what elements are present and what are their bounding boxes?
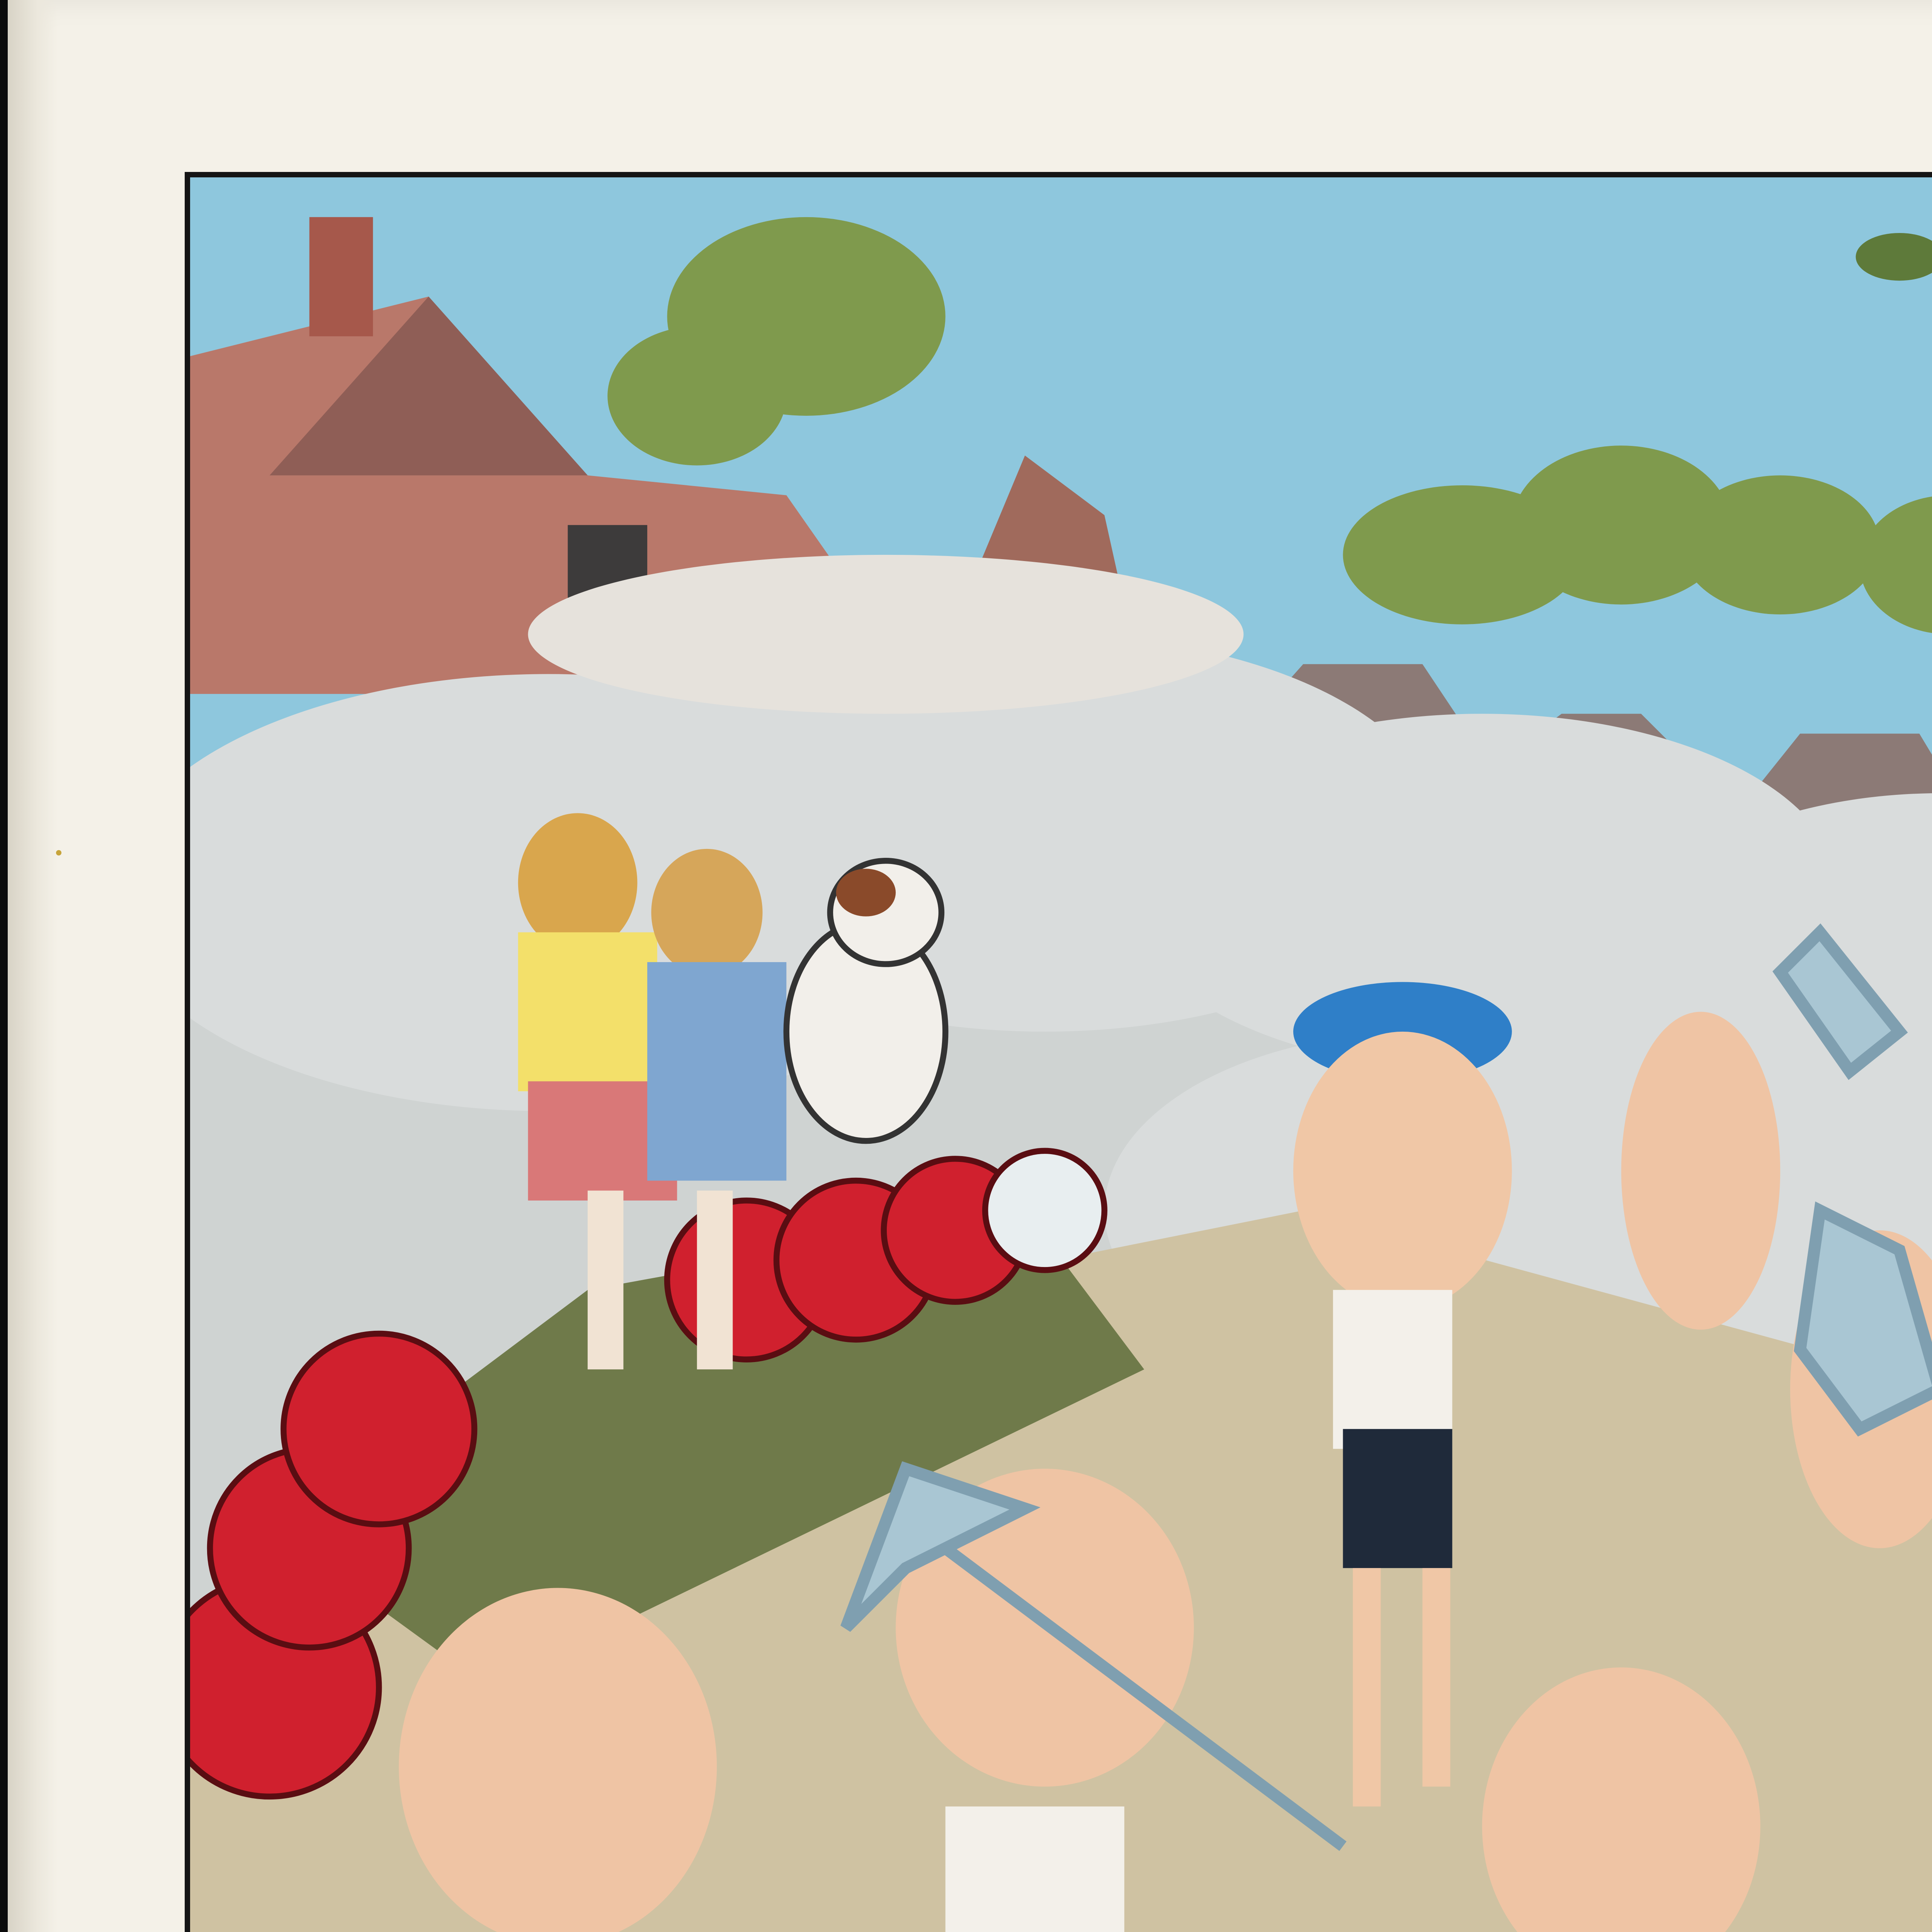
binding-stitch <box>56 850 61 855</box>
book-binding <box>8 0 58 1932</box>
dusty-town-illustration <box>185 172 1932 1932</box>
illustration-art <box>190 177 1932 1932</box>
